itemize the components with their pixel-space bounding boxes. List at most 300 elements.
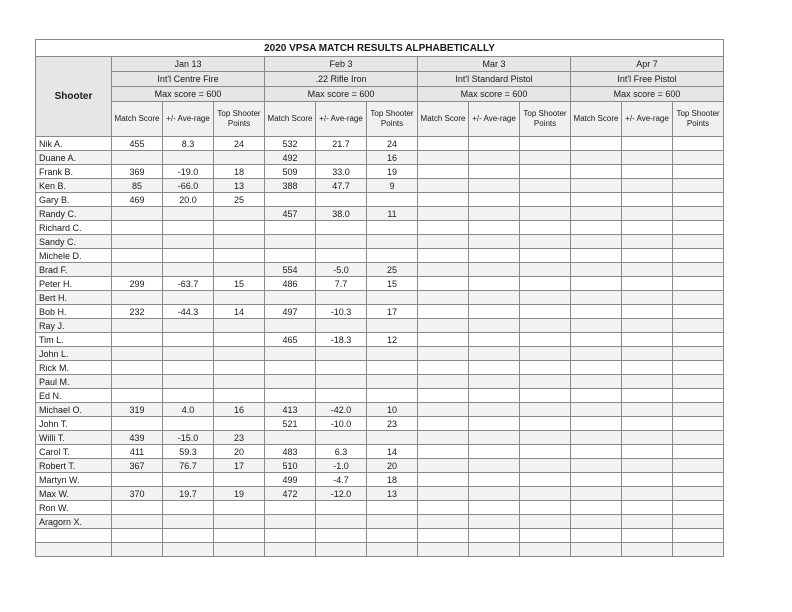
top-shooter-points-cell <box>214 319 265 333</box>
shooter-name: Rick M. <box>36 361 112 375</box>
match-score-cell: 472 <box>265 487 316 501</box>
match-score-cell <box>418 445 469 459</box>
top-shooter-points-cell <box>520 515 571 529</box>
match-score-cell <box>571 417 622 431</box>
average-diff-cell <box>469 165 520 179</box>
average-diff-cell <box>316 151 367 165</box>
match-score-cell <box>571 403 622 417</box>
top-shooter-points-cell <box>673 165 724 179</box>
top-shooter-points-cell <box>520 291 571 305</box>
match-score-cell: 388 <box>265 179 316 193</box>
average-diff-cell: -1.0 <box>316 459 367 473</box>
shooter-name: Ron W. <box>36 501 112 515</box>
match-score-cell: 299 <box>112 277 163 291</box>
top-shooter-points-cell <box>520 207 571 221</box>
average-diff-cell <box>622 263 673 277</box>
top-shooter-points-cell <box>520 487 571 501</box>
top-shooter-points-header: Top Shooter Points <box>673 102 724 137</box>
sub-header-row <box>36 102 724 137</box>
top-shooter-points-cell <box>520 249 571 263</box>
average-diff-cell: -10.3 <box>316 305 367 319</box>
top-shooter-points-cell <box>367 501 418 515</box>
average-diff-cell <box>469 543 520 557</box>
table-row <box>36 333 724 347</box>
match-score-cell <box>418 529 469 543</box>
average-diff-cell: 7.7 <box>316 277 367 291</box>
top-shooter-points-cell <box>520 221 571 235</box>
match-score-header: Match Score <box>418 102 469 137</box>
top-shooter-points-cell <box>673 515 724 529</box>
match-score-cell: 486 <box>265 277 316 291</box>
average-diff-cell <box>316 543 367 557</box>
top-shooter-points-cell <box>367 291 418 305</box>
average-diff-cell <box>163 235 214 249</box>
average-diff-cell <box>163 473 214 487</box>
average-diff-cell <box>163 347 214 361</box>
average-diff-cell: -4.7 <box>316 473 367 487</box>
top-shooter-points-cell: 19 <box>214 487 265 501</box>
average-diff-cell <box>469 305 520 319</box>
top-shooter-points-cell <box>673 361 724 375</box>
average-diff-cell <box>316 361 367 375</box>
match-score-cell <box>112 263 163 277</box>
match-score-cell <box>112 249 163 263</box>
average-diff-cell <box>163 361 214 375</box>
average-diff-cell <box>622 459 673 473</box>
top-shooter-points-cell: 20 <box>367 459 418 473</box>
top-shooter-points-cell <box>673 249 724 263</box>
match-score-cell <box>112 333 163 347</box>
average-diff-cell <box>316 431 367 445</box>
table-row <box>36 347 724 361</box>
max-score-header: Max score = 600 <box>571 87 724 102</box>
match-score-header: Match Score <box>265 102 316 137</box>
match-score-cell <box>265 375 316 389</box>
top-shooter-points-cell <box>673 235 724 249</box>
shooter-name: Martyn W. <box>36 473 112 487</box>
average-diff-cell <box>622 151 673 165</box>
table-row <box>36 375 724 389</box>
average-diff-cell: 19.7 <box>163 487 214 501</box>
match-date-header: Mar 3 <box>418 57 571 72</box>
top-shooter-points-cell <box>214 249 265 263</box>
top-shooter-points-cell <box>673 277 724 291</box>
top-shooter-points-cell: 25 <box>367 263 418 277</box>
average-diff-cell <box>469 473 520 487</box>
top-shooter-points-cell <box>673 305 724 319</box>
average-diff-cell: -12.0 <box>316 487 367 501</box>
match-score-cell <box>112 319 163 333</box>
shooter-name: Carol T. <box>36 445 112 459</box>
top-shooter-points-cell <box>367 515 418 529</box>
top-shooter-points-cell <box>214 473 265 487</box>
average-diff-cell <box>163 333 214 347</box>
top-shooter-points-cell: 16 <box>214 403 265 417</box>
average-diff-cell <box>622 529 673 543</box>
average-diff-cell: -18.3 <box>316 333 367 347</box>
match-score-cell <box>418 207 469 221</box>
max-score-header: Max score = 600 <box>418 87 571 102</box>
table-row <box>36 459 724 473</box>
average-diff-cell <box>469 403 520 417</box>
average-diff-cell <box>316 235 367 249</box>
average-diff-cell <box>469 389 520 403</box>
match-score-cell <box>418 403 469 417</box>
top-shooter-points-cell <box>367 193 418 207</box>
top-shooter-points-cell <box>367 375 418 389</box>
top-shooter-points-cell: 13 <box>214 179 265 193</box>
average-diff-cell: 6.3 <box>316 445 367 459</box>
top-shooter-points-cell <box>520 151 571 165</box>
shooter-name: Gary B. <box>36 193 112 207</box>
average-diff-cell <box>622 221 673 235</box>
match-score-cell <box>112 347 163 361</box>
top-shooter-points-cell: 14 <box>214 305 265 319</box>
match-score-cell: 510 <box>265 459 316 473</box>
average-diff-cell: -15.0 <box>163 431 214 445</box>
top-shooter-points-cell <box>673 151 724 165</box>
average-diff-cell <box>163 375 214 389</box>
shooter-name: Tim L. <box>36 333 112 347</box>
average-diff-cell <box>469 151 520 165</box>
match-score-cell: 232 <box>112 305 163 319</box>
top-shooter-points-cell <box>214 221 265 235</box>
top-shooter-points-cell <box>520 305 571 319</box>
average-diff-cell <box>622 235 673 249</box>
top-shooter-points-cell <box>214 529 265 543</box>
top-shooter-points-cell <box>214 291 265 305</box>
shooter-name: Duane A. <box>36 151 112 165</box>
top-shooter-points-cell <box>520 165 571 179</box>
top-shooter-points-cell <box>673 347 724 361</box>
match-score-cell: 499 <box>265 473 316 487</box>
match-score-cell <box>571 235 622 249</box>
match-score-cell <box>571 389 622 403</box>
match-score-cell: 369 <box>112 165 163 179</box>
average-diff-cell <box>622 179 673 193</box>
average-diff-cell <box>163 291 214 305</box>
shooter-name: Bob H. <box>36 305 112 319</box>
match-score-cell <box>418 151 469 165</box>
match-score-cell <box>112 529 163 543</box>
average-diff-cell <box>469 263 520 277</box>
average-diff-cell <box>469 487 520 501</box>
average-diff-cell: -66.0 <box>163 179 214 193</box>
match-score-cell: 319 <box>112 403 163 417</box>
shooter-name: Ken B. <box>36 179 112 193</box>
match-score-cell <box>571 179 622 193</box>
top-shooter-points-header: Top Shooter Points <box>367 102 418 137</box>
top-shooter-points-cell <box>673 221 724 235</box>
top-shooter-points-cell: 23 <box>367 417 418 431</box>
match-score-cell <box>571 361 622 375</box>
average-diff-cell <box>316 291 367 305</box>
average-diff-cell: -42.0 <box>316 403 367 417</box>
match-score-cell: 367 <box>112 459 163 473</box>
top-shooter-points-cell <box>673 529 724 543</box>
shooter-name: Robert T. <box>36 459 112 473</box>
top-shooter-points-cell <box>367 431 418 445</box>
average-diff-cell: -19.0 <box>163 165 214 179</box>
average-diff-cell <box>316 221 367 235</box>
average-diff-cell <box>469 207 520 221</box>
match-score-cell: 85 <box>112 179 163 193</box>
average-diff-cell <box>622 319 673 333</box>
top-shooter-points-cell: 18 <box>214 165 265 179</box>
average-diff-header: +/- Ave-rage <box>163 102 214 137</box>
average-diff-header: +/- Ave-rage <box>316 102 367 137</box>
top-shooter-points-cell <box>520 361 571 375</box>
match-score-cell <box>112 473 163 487</box>
top-shooter-points-cell <box>367 389 418 403</box>
top-shooter-points-cell <box>520 319 571 333</box>
average-diff-cell: 8.3 <box>163 137 214 151</box>
average-diff-cell <box>469 319 520 333</box>
match-score-cell <box>418 459 469 473</box>
top-shooter-points-cell <box>520 263 571 277</box>
shooter-name: Ed N. <box>36 389 112 403</box>
match-score-cell <box>418 319 469 333</box>
average-diff-cell <box>469 459 520 473</box>
match-score-cell: 554 <box>265 263 316 277</box>
top-shooter-points-cell: 20 <box>214 445 265 459</box>
match-score-cell <box>571 305 622 319</box>
table-row <box>36 165 724 179</box>
average-diff-cell <box>622 165 673 179</box>
table-row <box>36 501 724 515</box>
table-row <box>36 179 724 193</box>
match-score-cell <box>112 501 163 515</box>
table-row <box>36 193 724 207</box>
top-shooter-points-cell <box>520 235 571 249</box>
average-diff-cell <box>622 445 673 459</box>
match-score-cell <box>571 221 622 235</box>
top-shooter-points-cell: 19 <box>367 165 418 179</box>
match-score-cell: 413 <box>265 403 316 417</box>
match-score-cell <box>418 473 469 487</box>
top-shooter-points-cell: 15 <box>214 277 265 291</box>
top-shooter-points-cell <box>214 389 265 403</box>
average-diff-header: +/- Ave-rage <box>469 102 520 137</box>
top-shooter-points-cell <box>367 347 418 361</box>
average-diff-cell <box>316 319 367 333</box>
average-diff-cell <box>316 389 367 403</box>
table-row <box>36 389 724 403</box>
shooter-name <box>36 543 112 557</box>
match-score-cell <box>418 431 469 445</box>
match-score-cell <box>571 263 622 277</box>
match-score-cell <box>112 543 163 557</box>
top-shooter-points-cell <box>520 403 571 417</box>
average-diff-cell <box>469 235 520 249</box>
average-diff-cell <box>622 375 673 389</box>
match-score-cell <box>265 291 316 305</box>
top-shooter-points-cell: 24 <box>367 137 418 151</box>
average-diff-cell <box>622 207 673 221</box>
match-score-cell <box>571 137 622 151</box>
average-diff-cell <box>469 333 520 347</box>
average-diff-cell <box>622 403 673 417</box>
top-shooter-points-cell <box>520 529 571 543</box>
top-shooter-points-cell <box>214 417 265 431</box>
top-shooter-points-cell <box>673 207 724 221</box>
average-diff-cell <box>469 431 520 445</box>
top-shooter-points-cell <box>520 193 571 207</box>
top-shooter-points-cell <box>673 501 724 515</box>
table-row <box>36 487 724 501</box>
top-shooter-points-cell <box>673 375 724 389</box>
top-shooter-points-cell <box>673 137 724 151</box>
average-diff-cell <box>316 249 367 263</box>
match-score-cell <box>571 445 622 459</box>
match-score-cell: 521 <box>265 417 316 431</box>
match-event-header: Int'l Centre Fire <box>112 72 265 87</box>
top-shooter-points-cell <box>520 543 571 557</box>
table-row <box>36 473 724 487</box>
match-score-cell <box>265 389 316 403</box>
top-shooter-points-cell: 14 <box>367 445 418 459</box>
match-score-cell: 439 <box>112 431 163 445</box>
table-row <box>36 249 724 263</box>
table-row <box>36 305 724 319</box>
match-score-cell <box>418 487 469 501</box>
top-shooter-points-cell <box>214 515 265 529</box>
shooter-name: Sandy C. <box>36 235 112 249</box>
average-diff-cell <box>316 193 367 207</box>
match-score-header: Match Score <box>112 102 163 137</box>
average-diff-cell: 20.0 <box>163 193 214 207</box>
shooter-name: Max W. <box>36 487 112 501</box>
top-shooter-points-cell: 15 <box>367 277 418 291</box>
top-shooter-points-cell: 25 <box>214 193 265 207</box>
top-shooter-points-cell <box>673 403 724 417</box>
match-score-cell <box>418 375 469 389</box>
match-score-cell <box>112 361 163 375</box>
average-diff-cell <box>316 501 367 515</box>
average-diff-cell: 47.7 <box>316 179 367 193</box>
average-diff-cell <box>163 249 214 263</box>
top-shooter-points-cell: 16 <box>367 151 418 165</box>
average-diff-cell: -44.3 <box>163 305 214 319</box>
match-score-cell: 457 <box>265 207 316 221</box>
average-diff-cell <box>469 193 520 207</box>
average-diff-cell: -10.0 <box>316 417 367 431</box>
match-score-cell: 411 <box>112 445 163 459</box>
top-shooter-points-cell <box>367 529 418 543</box>
match-score-cell <box>418 263 469 277</box>
table-row <box>36 277 724 291</box>
average-diff-cell <box>469 277 520 291</box>
shooter-name: Brad F. <box>36 263 112 277</box>
average-diff-cell <box>163 319 214 333</box>
top-shooter-points-cell <box>367 543 418 557</box>
match-score-cell <box>571 459 622 473</box>
results-table <box>35 39 724 557</box>
average-diff-cell <box>622 543 673 557</box>
shooter-name: Randy C. <box>36 207 112 221</box>
match-score-cell: 483 <box>265 445 316 459</box>
top-shooter-points-cell <box>673 389 724 403</box>
average-diff-cell <box>163 543 214 557</box>
match-score-cell <box>112 291 163 305</box>
top-shooter-points-cell <box>520 333 571 347</box>
match-score-cell <box>265 529 316 543</box>
match-score-cell <box>418 291 469 305</box>
match-score-cell <box>418 389 469 403</box>
average-diff-cell <box>163 263 214 277</box>
table-row <box>36 137 724 151</box>
top-shooter-points-cell <box>673 179 724 193</box>
match-score-cell <box>571 207 622 221</box>
match-score-cell <box>112 207 163 221</box>
shooter-name: Paul M. <box>36 375 112 389</box>
table-row <box>36 529 724 543</box>
shooter-name <box>36 529 112 543</box>
match-score-cell <box>571 333 622 347</box>
match-score-cell <box>418 305 469 319</box>
match-score-cell <box>418 221 469 235</box>
top-shooter-points-cell <box>367 235 418 249</box>
shooter-name: Richard C. <box>36 221 112 235</box>
average-diff-cell <box>163 501 214 515</box>
average-diff-cell <box>469 375 520 389</box>
top-shooter-points-cell <box>520 445 571 459</box>
match-event-header: .22 Rifle Iron <box>265 72 418 87</box>
table-row <box>36 543 724 557</box>
top-shooter-points-cell <box>520 459 571 473</box>
match-score-cell <box>418 501 469 515</box>
top-shooter-points-cell <box>673 193 724 207</box>
top-shooter-points-cell <box>214 235 265 249</box>
table-row <box>36 445 724 459</box>
match-score-cell <box>265 235 316 249</box>
match-score-cell <box>571 277 622 291</box>
shooter-name: Michele D. <box>36 249 112 263</box>
shooter-name: Bert H. <box>36 291 112 305</box>
match-score-cell: 469 <box>112 193 163 207</box>
top-shooter-points-cell <box>367 221 418 235</box>
match-score-cell <box>418 333 469 347</box>
average-diff-cell <box>622 473 673 487</box>
top-shooter-points-cell <box>520 389 571 403</box>
match-score-cell <box>112 417 163 431</box>
average-diff-cell <box>622 347 673 361</box>
top-shooter-points-cell <box>367 361 418 375</box>
table-row <box>36 151 724 165</box>
top-shooter-points-cell <box>214 151 265 165</box>
top-shooter-points-cell <box>214 361 265 375</box>
match-score-cell <box>418 515 469 529</box>
top-shooter-points-cell <box>214 543 265 557</box>
average-diff-cell <box>469 417 520 431</box>
average-diff-cell: -63.7 <box>163 277 214 291</box>
average-diff-cell <box>469 515 520 529</box>
match-score-cell <box>112 389 163 403</box>
match-score-cell <box>571 515 622 529</box>
average-diff-cell <box>163 221 214 235</box>
match-score-cell: 532 <box>265 137 316 151</box>
match-score-cell <box>112 515 163 529</box>
match-score-cell <box>571 165 622 179</box>
shooter-name: Willi T. <box>36 431 112 445</box>
match-score-cell <box>265 361 316 375</box>
average-diff-cell: 76.7 <box>163 459 214 473</box>
average-diff-cell <box>622 501 673 515</box>
results-body <box>36 137 724 557</box>
top-shooter-points-cell: 18 <box>367 473 418 487</box>
table-row <box>36 403 724 417</box>
top-shooter-points-cell: 17 <box>367 305 418 319</box>
